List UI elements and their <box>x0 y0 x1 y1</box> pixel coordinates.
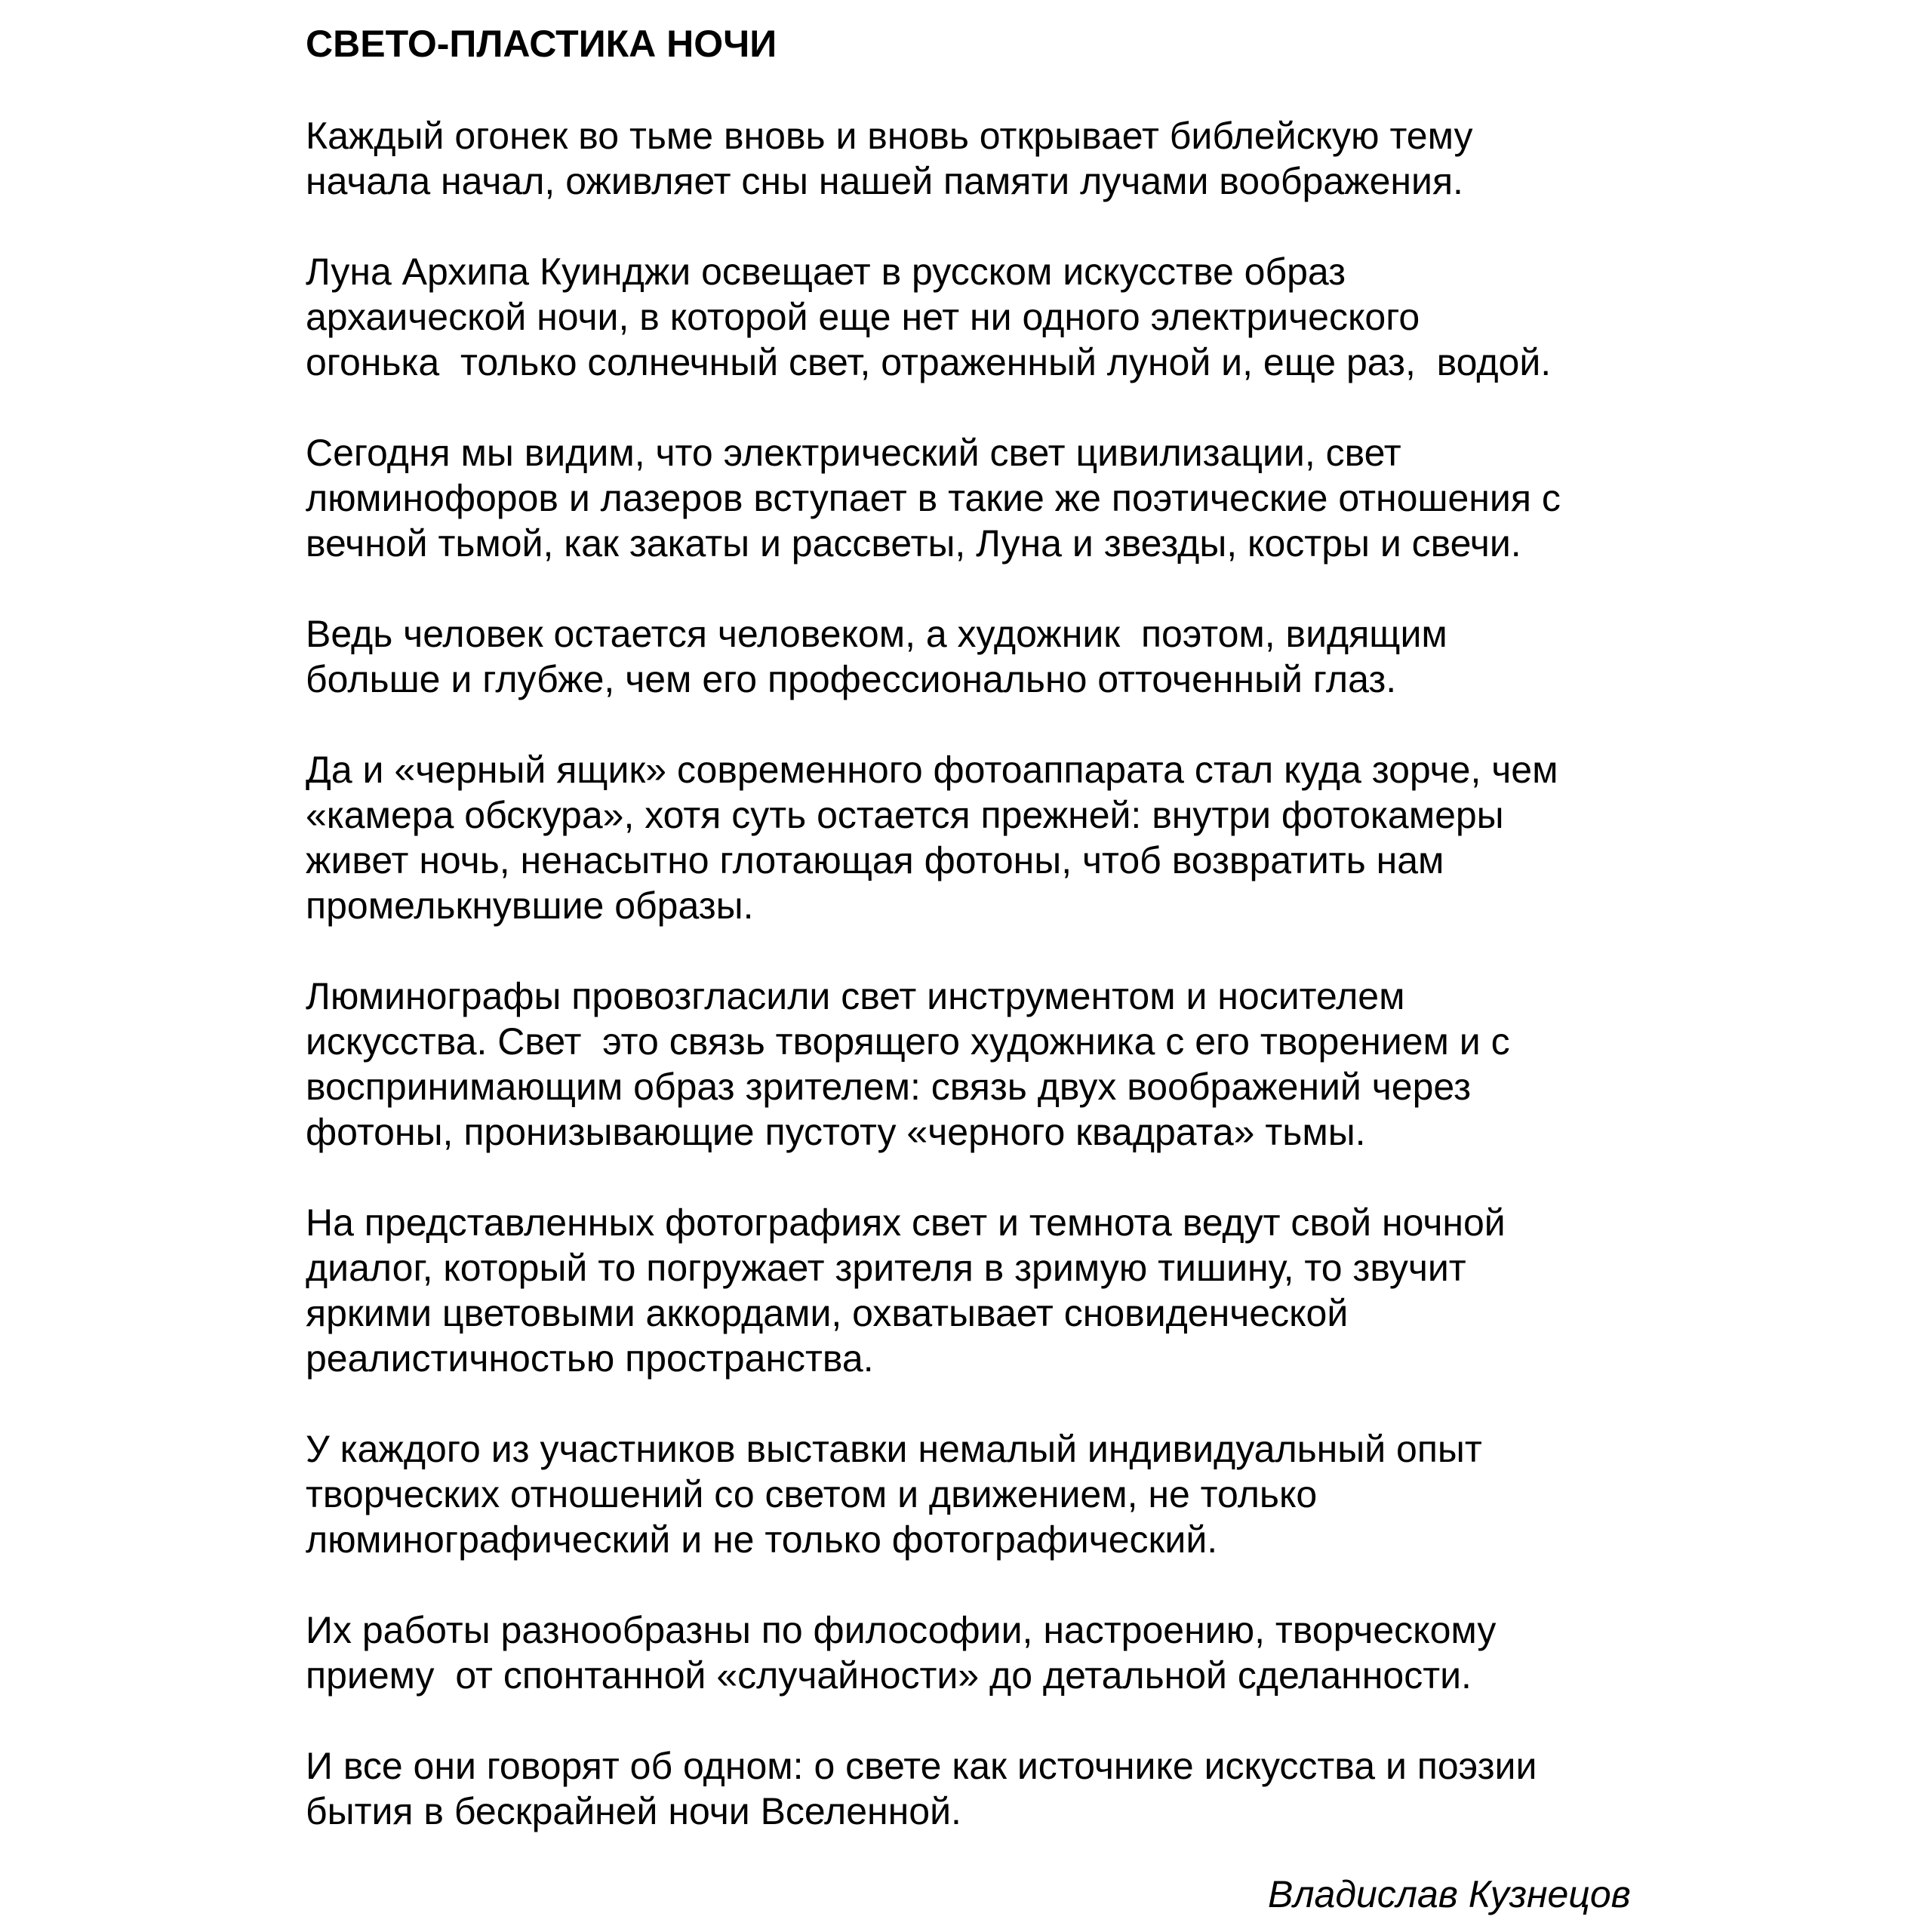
paragraph-3 <box>306 430 1664 566</box>
author-signature: Владислав Кузнецов <box>1268 1873 1631 1915</box>
paragraph-line: вечной тьмой, как закаты и рассветы, Луна и звезды, костры и свечи. <box>306 522 1521 565</box>
paragraph-line: начала начал, оживляет сны нашей памяти лучами воображения. <box>306 160 1463 202</box>
document-title: СВЕТО-ПЛАСТИКА НОЧИ <box>306 23 777 65</box>
paragraph-7 <box>306 1200 1664 1381</box>
paragraph-6 <box>306 974 1664 1155</box>
paragraph-5 <box>306 747 1664 928</box>
paragraph-9 <box>306 1607 1664 1698</box>
paragraph-line: Луна Архипа Куинджи освещает в русском искусстве образ <box>306 251 1346 293</box>
paragraph-line: диалог, который то погружает зрителя в зримую тишину, то звучит <box>306 1247 1466 1289</box>
paragraph-line: Каждый огонек во тьме вновь и вновь открывает библейскую тему <box>306 115 1473 157</box>
paragraph-10 <box>306 1743 1664 1834</box>
paragraph-1 <box>306 113 1664 204</box>
paragraph-line: творческих отношений со светом и движением, не только <box>306 1473 1318 1515</box>
paragraph-line: И все они говорят об одном: о свете как источнике искусства и поэзии <box>306 1745 1537 1787</box>
paragraph-line: реалистичностью пространства. <box>306 1337 874 1380</box>
paragraph-line: Люминографы провозгласили свет инструментом и носителем <box>306 975 1405 1017</box>
document-page <box>306 17 1664 1879</box>
paragraph-line: Ведь человек остается человеком, а художник поэтом, видящим <box>306 613 1447 655</box>
paragraph-line: больше и глубже, чем его профессионально отточенный глаз. <box>306 658 1397 700</box>
paragraph-line: искусства. Свет это связь творящего художника с его творением и с <box>306 1020 1510 1063</box>
paragraph-line: У каждого из участников выставки немалый индивидуальный опыт <box>306 1428 1482 1470</box>
paragraph-2 <box>306 249 1664 385</box>
paragraph-4 <box>306 611 1664 702</box>
paragraph-line: огонька только солнечный свет, отраженный луной и, еще раз, водой. <box>306 341 1552 383</box>
paragraph-line: живет ночь, ненасытно глотающая фотоны, чтоб возвратить нам <box>306 839 1444 881</box>
paragraph-line: промелькнувшие образы. <box>306 884 754 927</box>
paragraph-line: воспринимающим образ зрителем: связь двух воображений через <box>306 1066 1472 1108</box>
paragraph-line: Их работы разнообразны по философии, настроению, творческому <box>306 1609 1497 1651</box>
paragraph-line: яркими цветовыми аккордами, охватывает сновиденческой <box>306 1292 1349 1334</box>
paragraph-line: Сегодня мы видим, что электрический свет цивилизации, свет <box>306 432 1401 474</box>
paragraph-line: «камера обскура», хотя суть остается прежней: внутри фотокамеры <box>306 794 1504 836</box>
paragraph-line: люминографический и не только фотографический. <box>306 1518 1218 1561</box>
paragraph-line: люминофоров и лазеров вступает в такие же поэтические отношения с <box>306 477 1561 519</box>
paragraph-line: бытия в бескрайней ночи Вселенной. <box>306 1790 961 1832</box>
paragraph-line: архаической ночи, в которой еще нет ни одного электрического <box>306 296 1420 338</box>
paragraph-8 <box>306 1426 1664 1562</box>
paragraph-line: На представленных фотографиях свет и темнота ведут свой ночной <box>306 1201 1506 1244</box>
paragraph-line: приему от спонтанной «случайности» до детальной сделанности. <box>306 1654 1472 1697</box>
paragraph-line: Да и «черный ящик» современного фотоаппарата стал куда зорче, чем <box>306 749 1558 791</box>
paragraph-line: фотоны, пронизывающие пустоту «черного квадрата» тьмы. <box>306 1111 1366 1153</box>
